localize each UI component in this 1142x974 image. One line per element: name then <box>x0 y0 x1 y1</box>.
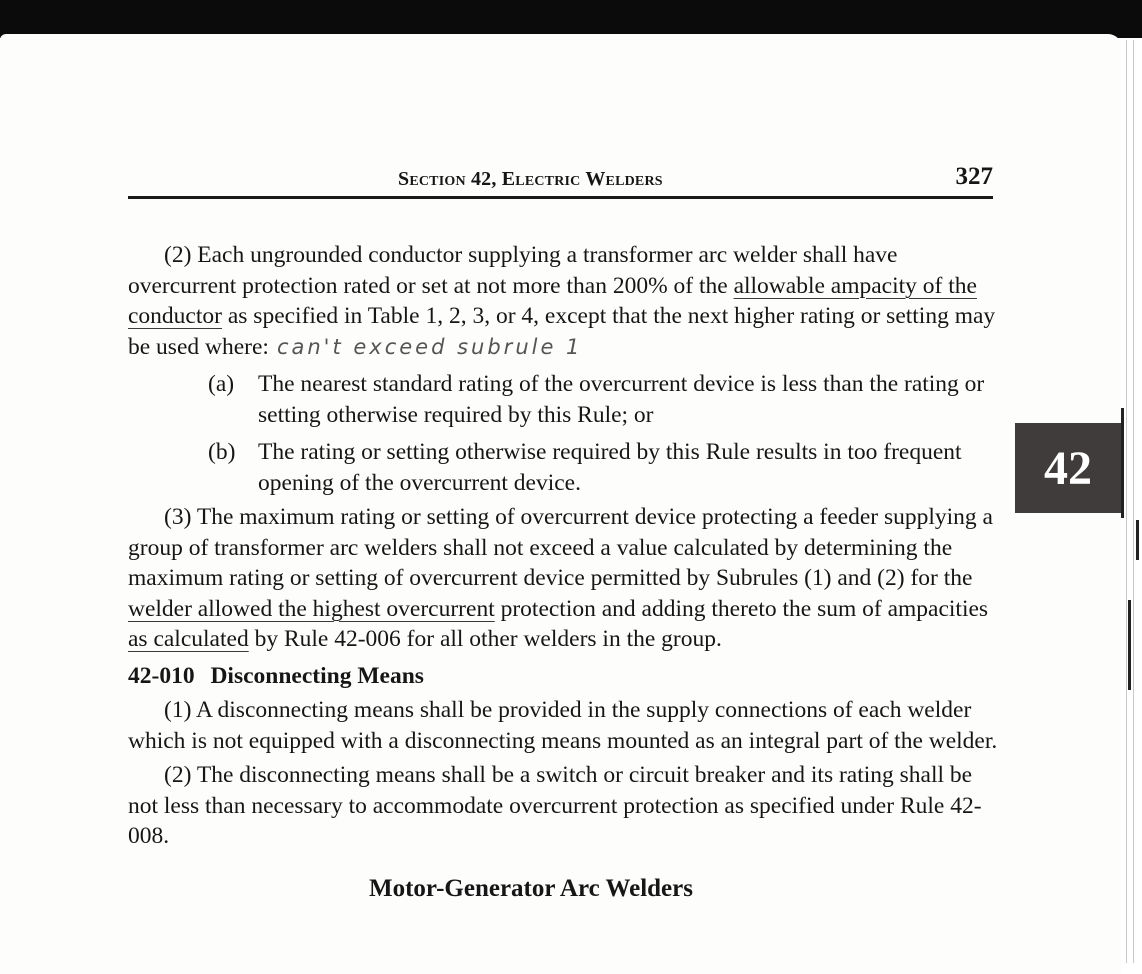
section-thumb-tab: 42 <box>1015 423 1121 513</box>
heading-title: Disconnecting Means <box>210 662 424 689</box>
binding-mark <box>1121 408 1124 518</box>
paragraph-3 <box>128 502 998 655</box>
page-body <box>128 240 998 904</box>
binding-mark <box>1128 600 1131 690</box>
binding-mark <box>1136 520 1139 560</box>
subheading: Motor-Generator Arc Welders <box>369 874 693 902</box>
paragraph-d1: (1) A disconnecting means shall be provided in the supply connections of each welder which is not equipped with a disconnecting means mounted as an integral part of the welder. <box>128 697 998 754</box>
paragraph-d2: (2) The disconnecting means shall be a switch or circuit breaker and its rating shall be not less than necessary to accommodate overcurrent protection as specified under Rule 42-008. <box>128 762 982 849</box>
pencil-underline: allowable ampacity of the conductor <box>128 272 977 329</box>
paragraph-2 <box>128 240 998 362</box>
item-text: The nearest standard rating of the overcurrent device is less than the rating or setting otherwise required by this Rule; or <box>258 371 985 428</box>
list-item-b <box>128 437 998 498</box>
running-head: Section 42, Electric Welders <box>398 168 663 190</box>
pencil-underline: as calculated <box>128 626 249 652</box>
page-edge <box>1133 40 1134 963</box>
page-header <box>128 163 993 202</box>
scan-shadow <box>0 0 1142 38</box>
header-rule <box>128 196 993 199</box>
handwritten-note: can't exceed subrule 1 <box>276 334 583 359</box>
item-label: (b) <box>208 439 236 465</box>
text-run: as specified in Table 1, 2, 3, or 4, except that the next higher rating or setting may be used where: <box>128 303 996 360</box>
page-number: 327 <box>955 163 993 190</box>
text-run: protection and adding thereto the sum of ampacities <box>494 595 989 622</box>
list-item-a <box>128 369 998 430</box>
text-run: (3) The maximum rating or setting of overcurrent device protecting a feeder supplying a group of transformer arc welders shall not exceed a value calculated by determining the maximum rating or setting of overcurrent device permitted by Subrules (1) and (2) for the <box>128 504 993 591</box>
item-text: The rating or setting otherwise required by this Rule results in too frequent opening of the overcurrent device. <box>258 439 962 496</box>
section-heading <box>128 661 998 692</box>
rule-number: 42-010 <box>128 662 195 689</box>
text-run: (2) Each ungrounded conductor supplying a transformer arc welder shall have overcurrent protection rated or set at not more than 200% of the <box>128 242 898 299</box>
item-label: (a) <box>208 371 235 397</box>
pencil-underline: welder allowed the highest overcurrent <box>128 595 495 622</box>
page-edge <box>1126 40 1127 963</box>
text-run: by Rule 42-006 for all other welders in the group. <box>248 626 722 652</box>
